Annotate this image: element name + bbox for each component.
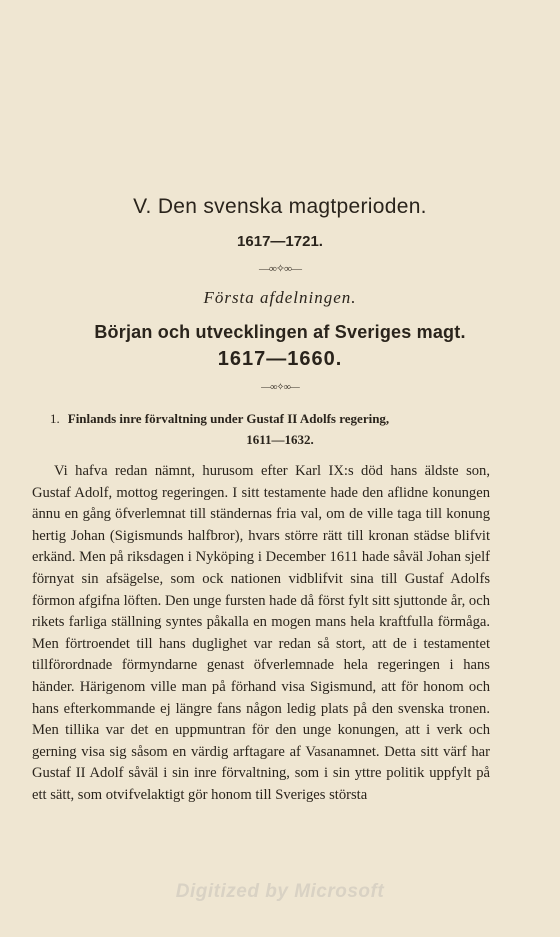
ornament-divider-small: —∞✧∞—	[261, 382, 299, 393]
section-years: 1617—1660.	[217, 348, 343, 370]
section-title: Början och utvecklingen af Sveriges magt.	[94, 322, 466, 342]
section-label: Första afdelningen.	[203, 288, 357, 307]
part-years: 1617—1721.	[237, 233, 323, 250]
part-title: V. Den svenska magtperioden.	[133, 195, 427, 218]
chapter-years: 1611—1632.	[246, 432, 314, 447]
ornament-divider: —∞✧∞—	[259, 263, 301, 275]
body-text	[32, 461, 490, 807]
chapter-title-text: Finlands inre förvaltning under Gustaf II Adolfs regering,	[67, 411, 390, 426]
chapter-title	[50, 410, 520, 428]
chapter-number: 1.	[50, 411, 60, 426]
body-paragraph: Vi hafva redan nämnt, hurusom efter Karl IX:s död hans äldste son, Gustaf Adolf, mottog regeringen. I sitt testamente hade den aflidne konungen ännu en gång öfverlemnat till ständernas fria val, om de ville taga till konung hertig Johan (Sigismunds halfbror), hvars större rätt till kronan städse blifvit erkänd. Men på riksdagen i Nyköping i December 1611 hade såväl Johan sjelf förnyat sin afsägelse, som ock nationen vidblifvit sina till Gustaf Adolfs förmon afgifna löften. Den unge fursten hade då först fylt sitt sjuttonde år, och rikets farliga ställning syntes påkalla en mogen mans hela kraftfulla förmåga. Men förtroendet till hans duglighet var redan så stort, att de i testamentet tillförordnade förmyndarne genast öfverlemnade hela regeringen i hans händer. Härigenom ville man på förhand visa Sigismund, att för honom och hans efterkommande ej längre fans någon ledig plats på den svenska tronen. Men tillika var det en uppmuntran för den unge konungen, att i verk och gerning visa sig såsom en värdig arftagare af Vasanamnet. Detta sitt värf har Gustaf II Adolf såväl i sin inre förvaltning, som i sin yttre politik uppfylt på ett sätt, som otvifvelaktigt gör honom till Sveriges största	[32, 463, 490, 803]
digitization-watermark: Digitized by Microsoft	[175, 881, 385, 902]
